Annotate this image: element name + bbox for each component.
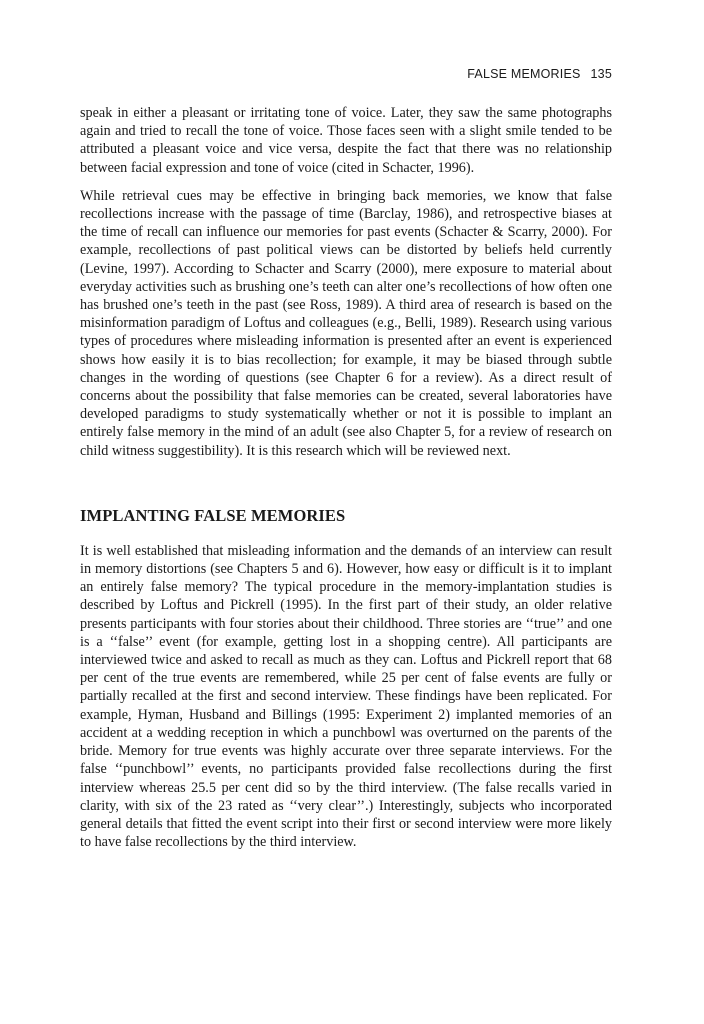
running-head xyxy=(80,64,612,84)
book-page xyxy=(80,64,612,861)
section-paragraph-1: It is well established that misleading information and the demands of an interview can result in memory distortions (see Chapters 5 and 6). However, how easy or difficult is it to implant an entirely false memory? The typical procedure in the memory-implantation studies is described by Loftus and Pickrell (1995). In the first part of their study, an older relative presents participants with four stories about their childhood. Three stories are ‘‘true’’ and one is a ‘‘false’’ event (for example, getting lost in a shopping centre). All participants are interviewed twice and asked to recall as much as they can. Loftus and Pickrell report that 68 per cent of the true events are remembered, while 25 per cent of false events are fully or partially recalled at the first and second interview. These findings have been replicated. For example, Hyman, Husband and Billings (1995: Experiment 2) implanted memories of an accident at a wedding reception in which a punchbowl was overturned on the parents of the bride. Memory for true events was highly accurate over three separate interviews. For the false ‘‘punchbowl’’ events, no participants provided false recollections during the first interview whereas 25.5 per cent did so by the third interview. (The false recalls varied in clarity, with six of the 23 rated as ‘‘very clear’’.) Interestingly, subjects who incorporated general details that fitted the event script into their first or second interview were more likely to have false recollections by the third interview. xyxy=(80,542,612,851)
body-paragraph-2: While retrieval cues may be effective in bringing back memories, we know that false recollections increase with the passage of time (Barclay, 1986), and retrospective biases at the time of recall can influence our memories for past events (Schacter & Scarry, 2000). For example, recollections of past political views can be distorted by beliefs held currently (Levine, 1997). According to Schacter and Scarry (2000), mere exposure to material about everyday activities such as brushing one’s teeth can alter one’s recollections of how often one has brushed one’s teeth in the past (see Ross, 1989). A third area of research is based on the misinformation paradigm of Loftus and colleagues (e.g., Belli, 1989). Research using various types of procedures where misleading information is presented after an event is experienced shows how easily it is to bias recollection; for example, it may be biased through subtle changes in the wording of questions (see Chapter 6 for a review). As a direct result of concerns about the possibility that false memories can be created, several laboratories have developed paradigms to study systematically whether or not it is possible to implant an entirely false memory in the mind of an adult (see also Chapter 5, for a review of research on child witness suggestibility). It is this research which will be reviewed next. xyxy=(80,187,612,459)
body-paragraph-1: speak in either a pleasant or irritating tone of voice. Later, they saw the same photographs again and tried to recall the tone of voice. Those faces seen with a slight smile tended to be attributed a pleasant voice and vice versa, despite the fact that there was no relationship between facial expression and tone of voice (cited in Schacter, 1996). xyxy=(80,105,612,176)
page-number: 135 xyxy=(590,67,612,81)
running-title: FALSE MEMORIES xyxy=(467,67,581,81)
section-heading: IMPLANTING FALSE MEMORIES xyxy=(80,505,346,525)
